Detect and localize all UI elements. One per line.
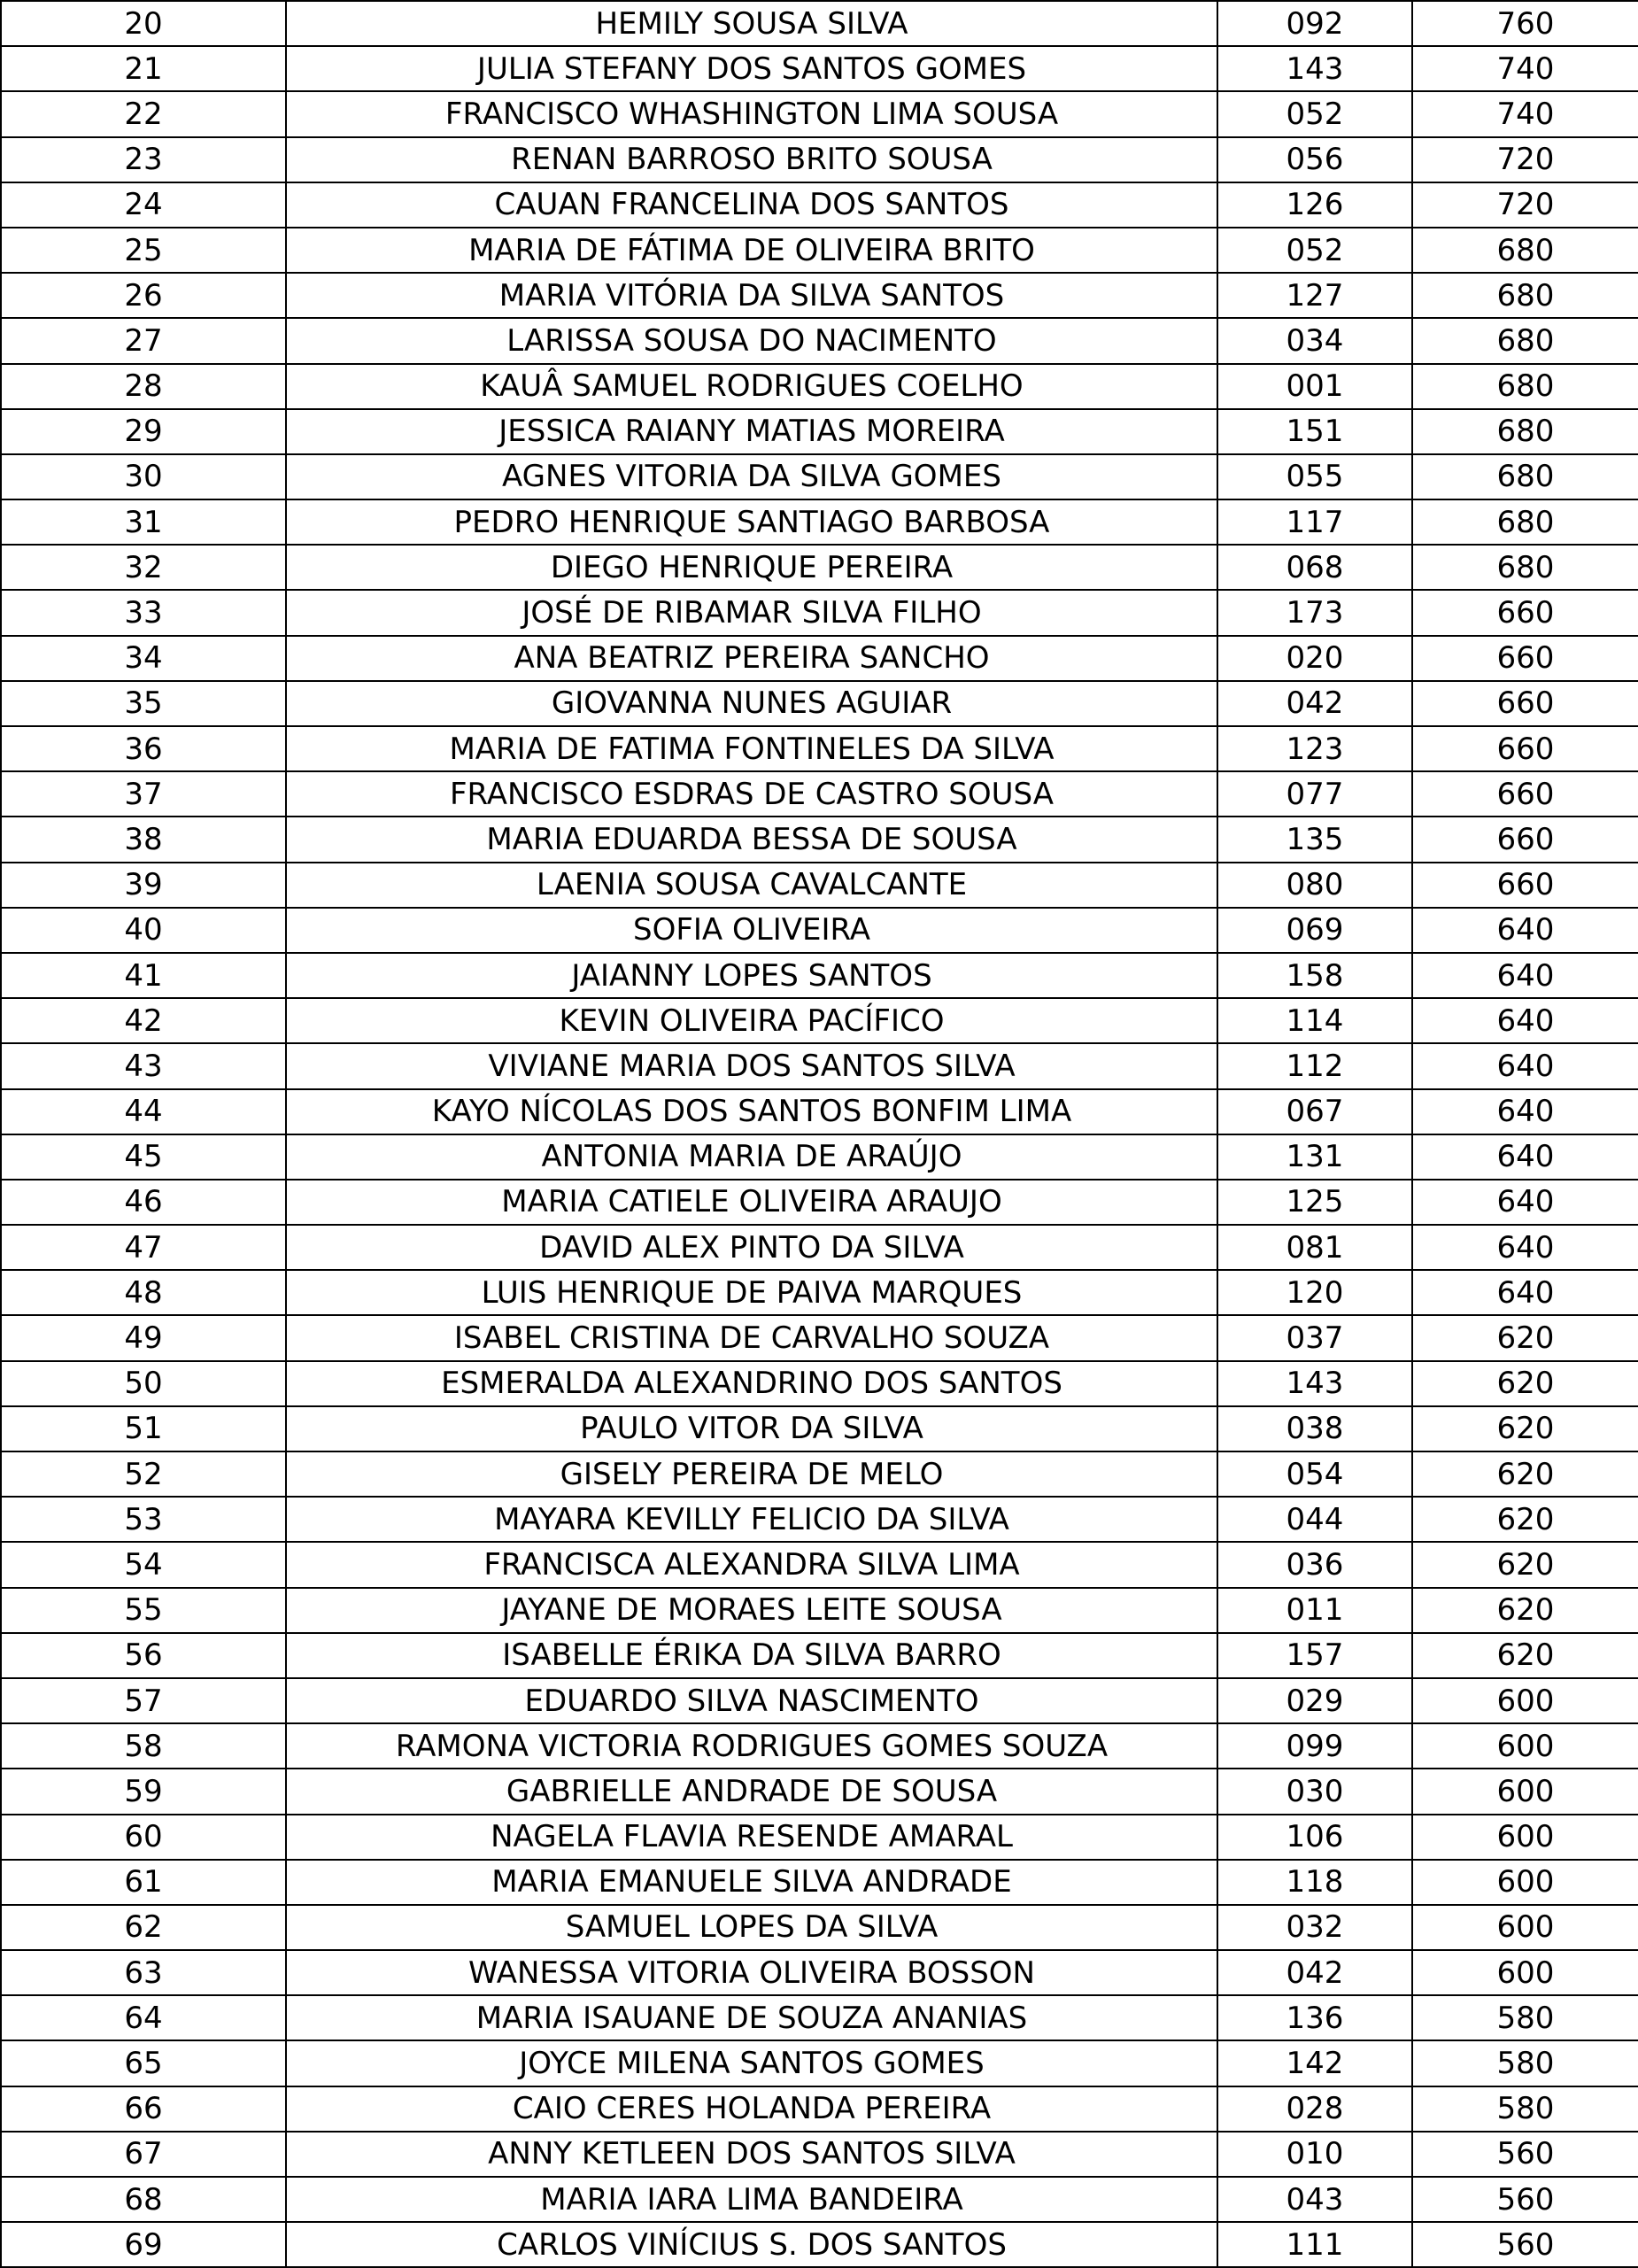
registration-code-cell: 055 [1217, 454, 1412, 499]
position-cell: 36 [1, 726, 286, 771]
position-cell: 35 [1, 681, 286, 726]
position-cell: 20 [1, 1, 286, 46]
candidate-name-cell: ESMERALDA ALEXANDRINO DOS SANTOS [286, 1361, 1217, 1406]
score-cell: 660 [1412, 726, 1638, 771]
score-cell: 600 [1412, 1860, 1638, 1905]
candidate-name-cell: SOFIA OLIVEIRA [286, 908, 1217, 953]
candidate-name-cell: KEVIN OLIVEIRA PACÍFICO [286, 998, 1217, 1043]
score-cell: 600 [1412, 1723, 1638, 1769]
table-row [1, 499, 1638, 545]
position-cell: 57 [1, 1678, 286, 1723]
score-cell: 720 [1412, 137, 1638, 182]
registration-code-cell: 080 [1217, 863, 1412, 908]
registration-code-cell: 030 [1217, 1769, 1412, 1814]
score-cell: 620 [1412, 1542, 1638, 1587]
position-cell: 69 [1, 2222, 286, 2267]
table-row [1, 545, 1638, 590]
registration-code-cell: 010 [1217, 2132, 1412, 2177]
table-row [1, 771, 1638, 817]
table-row [1, 409, 1638, 454]
candidate-name-cell: ISABEL CRISTINA DE CARVALHO SOUZA [286, 1315, 1217, 1360]
candidate-name-cell: SAMUEL LOPES DA SILVA [286, 1905, 1217, 1950]
position-cell: 30 [1, 454, 286, 499]
table-row [1, 1950, 1638, 1995]
position-cell: 27 [1, 318, 286, 363]
table-row [1, 228, 1638, 273]
candidate-name-cell: MARIA EDUARDA BESSA DE SOUSA [286, 817, 1217, 862]
table-row [1, 1815, 1638, 1860]
score-cell: 660 [1412, 863, 1638, 908]
candidate-name-cell: MARIA IARA LIMA BANDEIRA [286, 2177, 1217, 2222]
candidate-name-cell: GIOVANNA NUNES AGUIAR [286, 681, 1217, 726]
registration-code-cell: 135 [1217, 817, 1412, 862]
table-row [1, 1270, 1638, 1315]
position-cell: 32 [1, 545, 286, 590]
score-cell: 600 [1412, 1950, 1638, 1995]
candidate-name-cell: RAMONA VICTORIA RODRIGUES GOMES SOUZA [286, 1723, 1217, 1769]
registration-code-cell: 125 [1217, 1180, 1412, 1225]
table-row [1, 137, 1638, 182]
candidate-name-cell: GABRIELLE ANDRADE DE SOUSA [286, 1769, 1217, 1814]
registration-code-cell: 143 [1217, 46, 1412, 91]
position-cell: 46 [1, 1180, 286, 1225]
score-cell: 660 [1412, 636, 1638, 681]
score-cell: 680 [1412, 454, 1638, 499]
table-row [1, 590, 1638, 635]
position-cell: 34 [1, 636, 286, 681]
position-cell: 47 [1, 1225, 286, 1270]
position-cell: 60 [1, 1815, 286, 1860]
registration-code-cell: 131 [1217, 1134, 1412, 1180]
table-row [1, 1588, 1638, 1633]
score-cell: 620 [1412, 1315, 1638, 1360]
candidate-name-cell: MARIA DE FÁTIMA DE OLIVEIRA BRITO [286, 228, 1217, 273]
candidate-name-cell: MARIA ISAUANE DE SOUZA ANANIAS [286, 1995, 1217, 2040]
table-row [1, 2177, 1638, 2222]
position-cell: 31 [1, 499, 286, 545]
registration-code-cell: 038 [1217, 1406, 1412, 1451]
registration-code-cell: 111 [1217, 2222, 1412, 2267]
score-cell: 640 [1412, 998, 1638, 1043]
candidate-name-cell: JULIA STEFANY DOS SANTOS GOMES [286, 46, 1217, 91]
score-cell: 620 [1412, 1588, 1638, 1633]
candidate-name-cell: AGNES VITORIA DA SILVA GOMES [286, 454, 1217, 499]
registration-code-cell: 001 [1217, 364, 1412, 409]
position-cell: 52 [1, 1451, 286, 1497]
table-row [1, 1225, 1638, 1270]
candidate-name-cell: KAYO NÍCOLAS DOS SANTOS BONFIM LIMA [286, 1089, 1217, 1134]
registration-code-cell: 056 [1217, 137, 1412, 182]
score-cell: 680 [1412, 499, 1638, 545]
registration-code-cell: 081 [1217, 1225, 1412, 1270]
registration-code-cell: 126 [1217, 182, 1412, 228]
position-cell: 55 [1, 1588, 286, 1633]
table-row [1, 2132, 1638, 2177]
registration-code-cell: 143 [1217, 1361, 1412, 1406]
score-cell: 640 [1412, 1270, 1638, 1315]
candidate-name-cell: MARIA CATIELE OLIVEIRA ARAUJO [286, 1180, 1217, 1225]
registration-code-cell: 020 [1217, 636, 1412, 681]
score-cell: 680 [1412, 228, 1638, 273]
score-cell: 600 [1412, 1678, 1638, 1723]
score-cell: 680 [1412, 364, 1638, 409]
ranking-table-body [1, 1, 1638, 2267]
registration-code-cell: 042 [1217, 1950, 1412, 1995]
score-cell: 680 [1412, 545, 1638, 590]
position-cell: 62 [1, 1905, 286, 1950]
candidate-name-cell: MARIA EMANUELE SILVA ANDRADE [286, 1860, 1217, 1905]
score-cell: 600 [1412, 1769, 1638, 1814]
candidate-name-cell: LARISSA SOUSA DO NACIMENTO [286, 318, 1217, 363]
score-cell: 640 [1412, 953, 1638, 998]
candidate-name-cell: JAYANE DE MORAES LEITE SOUSA [286, 1588, 1217, 1633]
score-cell: 740 [1412, 91, 1638, 136]
registration-code-cell: 173 [1217, 590, 1412, 635]
table-row [1, 1451, 1638, 1497]
table-row [1, 2040, 1638, 2086]
registration-code-cell: 077 [1217, 771, 1412, 817]
registration-code-cell: 052 [1217, 91, 1412, 136]
candidate-name-cell: EDUARDO SILVA NASCIMENTO [286, 1678, 1217, 1723]
candidate-name-cell: MAYARA KEVILLY FELICIO DA SILVA [286, 1497, 1217, 1542]
position-cell: 65 [1, 2040, 286, 2086]
position-cell: 54 [1, 1542, 286, 1587]
score-cell: 580 [1412, 2086, 1638, 2132]
candidate-name-cell: FRANCISCO ESDRAS DE CASTRO SOUSA [286, 771, 1217, 817]
table-row [1, 1134, 1638, 1180]
table-row [1, 863, 1638, 908]
score-cell: 760 [1412, 1, 1638, 46]
table-row [1, 726, 1638, 771]
registration-code-cell: 158 [1217, 953, 1412, 998]
table-row [1, 2086, 1638, 2132]
position-cell: 40 [1, 908, 286, 953]
registration-code-cell: 044 [1217, 1497, 1412, 1542]
candidate-name-cell: LUIS HENRIQUE DE PAIVA MARQUES [286, 1270, 1217, 1315]
table-row [1, 273, 1638, 318]
position-cell: 59 [1, 1769, 286, 1814]
position-cell: 53 [1, 1497, 286, 1542]
score-cell: 640 [1412, 1089, 1638, 1134]
table-row [1, 1633, 1638, 1678]
position-cell: 42 [1, 998, 286, 1043]
score-cell: 580 [1412, 2040, 1638, 2086]
table-row [1, 1723, 1638, 1769]
score-cell: 620 [1412, 1497, 1638, 1542]
score-cell: 740 [1412, 46, 1638, 91]
registration-code-cell: 054 [1217, 1451, 1412, 1497]
position-cell: 25 [1, 228, 286, 273]
position-cell: 24 [1, 182, 286, 228]
score-cell: 620 [1412, 1451, 1638, 1497]
position-cell: 22 [1, 91, 286, 136]
table-row [1, 1043, 1638, 1088]
registration-code-cell: 034 [1217, 318, 1412, 363]
score-cell: 560 [1412, 2177, 1638, 2222]
candidate-name-cell: CAIO CERES HOLANDA PEREIRA [286, 2086, 1217, 2132]
registration-code-cell: 118 [1217, 1860, 1412, 1905]
registration-code-cell: 112 [1217, 1043, 1412, 1088]
candidate-name-cell: KAUÂ SAMUEL RODRIGUES COELHO [286, 364, 1217, 409]
position-cell: 41 [1, 953, 286, 998]
score-cell: 680 [1412, 273, 1638, 318]
registration-code-cell: 099 [1217, 1723, 1412, 1769]
table-row [1, 364, 1638, 409]
position-cell: 39 [1, 863, 286, 908]
candidate-name-cell: GISELY PEREIRA DE MELO [286, 1451, 1217, 1497]
registration-code-cell: 151 [1217, 409, 1412, 454]
position-cell: 29 [1, 409, 286, 454]
table-row [1, 908, 1638, 953]
table-row [1, 1860, 1638, 1905]
candidate-name-cell: ANA BEATRIZ PEREIRA SANCHO [286, 636, 1217, 681]
candidate-name-cell: DIEGO HENRIQUE PEREIRA [286, 545, 1217, 590]
score-cell: 660 [1412, 817, 1638, 862]
registration-code-cell: 032 [1217, 1905, 1412, 1950]
score-cell: 640 [1412, 908, 1638, 953]
position-cell: 45 [1, 1134, 286, 1180]
table-row [1, 1315, 1638, 1360]
position-cell: 49 [1, 1315, 286, 1360]
table-row [1, 1, 1638, 46]
score-cell: 640 [1412, 1043, 1638, 1088]
position-cell: 28 [1, 364, 286, 409]
candidate-name-cell: WANESSA VITORIA OLIVEIRA BOSSON [286, 1950, 1217, 1995]
registration-code-cell: 052 [1217, 228, 1412, 273]
candidate-name-cell: HEMILY SOUSA SILVA [286, 1, 1217, 46]
score-cell: 680 [1412, 409, 1638, 454]
registration-code-cell: 117 [1217, 499, 1412, 545]
table-row [1, 46, 1638, 91]
table-row [1, 1542, 1638, 1587]
position-cell: 58 [1, 1723, 286, 1769]
table-row [1, 817, 1638, 862]
position-cell: 64 [1, 1995, 286, 2040]
position-cell: 38 [1, 817, 286, 862]
position-cell: 23 [1, 137, 286, 182]
candidate-name-cell: ISABELLE ÉRIKA DA SILVA BARRO [286, 1633, 1217, 1678]
position-cell: 63 [1, 1950, 286, 1995]
position-cell: 33 [1, 590, 286, 635]
candidate-name-cell: LAENIA SOUSA CAVALCANTE [286, 863, 1217, 908]
candidate-name-cell: PEDRO HENRIQUE SANTIAGO BARBOSA [286, 499, 1217, 545]
registration-code-cell: 037 [1217, 1315, 1412, 1360]
position-cell: 61 [1, 1860, 286, 1905]
registration-code-cell: 068 [1217, 545, 1412, 590]
candidate-name-cell: CAUAN FRANCELINA DOS SANTOS [286, 182, 1217, 228]
candidate-name-cell: JOYCE MILENA SANTOS GOMES [286, 2040, 1217, 2086]
position-cell: 51 [1, 1406, 286, 1451]
table-row [1, 681, 1638, 726]
candidate-name-cell: RENAN BARROSO BRITO SOUSA [286, 137, 1217, 182]
registration-code-cell: 042 [1217, 681, 1412, 726]
registration-code-cell: 136 [1217, 1995, 1412, 2040]
score-cell: 720 [1412, 182, 1638, 228]
position-cell: 43 [1, 1043, 286, 1088]
table-row [1, 2222, 1638, 2267]
table-row [1, 1995, 1638, 2040]
registration-code-cell: 028 [1217, 2086, 1412, 2132]
registration-code-cell: 011 [1217, 1588, 1412, 1633]
score-cell: 580 [1412, 1995, 1638, 2040]
position-cell: 48 [1, 1270, 286, 1315]
registration-code-cell: 067 [1217, 1089, 1412, 1134]
registration-code-cell: 106 [1217, 1815, 1412, 1860]
candidate-name-cell: VIVIANE MARIA DOS SANTOS SILVA [286, 1043, 1217, 1088]
table-row [1, 454, 1638, 499]
registration-code-cell: 142 [1217, 2040, 1412, 2086]
position-cell: 44 [1, 1089, 286, 1134]
table-row [1, 1180, 1638, 1225]
table-row [1, 1769, 1638, 1814]
registration-code-cell: 036 [1217, 1542, 1412, 1587]
table-row [1, 953, 1638, 998]
table-row [1, 1497, 1638, 1542]
score-cell: 560 [1412, 2222, 1638, 2267]
registration-code-cell: 157 [1217, 1633, 1412, 1678]
table-row [1, 318, 1638, 363]
score-cell: 640 [1412, 1180, 1638, 1225]
score-cell: 660 [1412, 771, 1638, 817]
score-cell: 660 [1412, 590, 1638, 635]
position-cell: 37 [1, 771, 286, 817]
position-cell: 66 [1, 2086, 286, 2132]
table-row [1, 1089, 1638, 1134]
score-cell: 560 [1412, 2132, 1638, 2177]
candidate-name-cell: JAIANNY LOPES SANTOS [286, 953, 1217, 998]
registration-code-cell: 043 [1217, 2177, 1412, 2222]
table-row [1, 998, 1638, 1043]
position-cell: 26 [1, 273, 286, 318]
position-cell: 56 [1, 1633, 286, 1678]
candidate-name-cell: JOSÉ DE RIBAMAR SILVA FILHO [286, 590, 1217, 635]
registration-code-cell: 127 [1217, 273, 1412, 318]
score-cell: 600 [1412, 1905, 1638, 1950]
registration-code-cell: 029 [1217, 1678, 1412, 1723]
table-row [1, 1905, 1638, 1950]
candidate-name-cell: FRANCISCO WHASHINGTON LIMA SOUSA [286, 91, 1217, 136]
score-cell: 620 [1412, 1633, 1638, 1678]
registration-code-cell: 092 [1217, 1, 1412, 46]
candidate-name-cell: JESSICA RAIANY MATIAS MOREIRA [286, 409, 1217, 454]
candidate-name-cell: FRANCISCA ALEXANDRA SILVA LIMA [286, 1542, 1217, 1587]
score-cell: 620 [1412, 1406, 1638, 1451]
candidate-name-cell: MARIA VITÓRIA DA SILVA SANTOS [286, 273, 1217, 318]
score-cell: 680 [1412, 318, 1638, 363]
position-cell: 21 [1, 46, 286, 91]
table-row [1, 91, 1638, 136]
table-row [1, 1361, 1638, 1406]
candidate-name-cell: ANTONIA MARIA DE ARAÚJO [286, 1134, 1217, 1180]
score-cell: 620 [1412, 1361, 1638, 1406]
registration-code-cell: 123 [1217, 726, 1412, 771]
candidate-name-cell: CARLOS VINÍCIUS S. DOS SANTOS [286, 2222, 1217, 2267]
table-row [1, 182, 1638, 228]
candidate-name-cell: NAGELA FLAVIA RESENDE AMARAL [286, 1815, 1217, 1860]
candidate-name-cell: PAULO VITOR DA SILVA [286, 1406, 1217, 1451]
position-cell: 68 [1, 2177, 286, 2222]
candidate-name-cell: MARIA DE FATIMA FONTINELES DA SILVA [286, 726, 1217, 771]
score-cell: 660 [1412, 681, 1638, 726]
score-cell: 600 [1412, 1815, 1638, 1860]
position-cell: 50 [1, 1361, 286, 1406]
registration-code-cell: 069 [1217, 908, 1412, 953]
candidate-name-cell: DAVID ALEX PINTO DA SILVA [286, 1225, 1217, 1270]
registration-code-cell: 120 [1217, 1270, 1412, 1315]
score-cell: 640 [1412, 1225, 1638, 1270]
registration-code-cell: 114 [1217, 998, 1412, 1043]
table-row [1, 636, 1638, 681]
score-cell: 640 [1412, 1134, 1638, 1180]
candidate-name-cell: ANNY KETLEEN DOS SANTOS SILVA [286, 2132, 1217, 2177]
position-cell: 67 [1, 2132, 286, 2177]
table-row [1, 1678, 1638, 1723]
table-row [1, 1406, 1638, 1451]
